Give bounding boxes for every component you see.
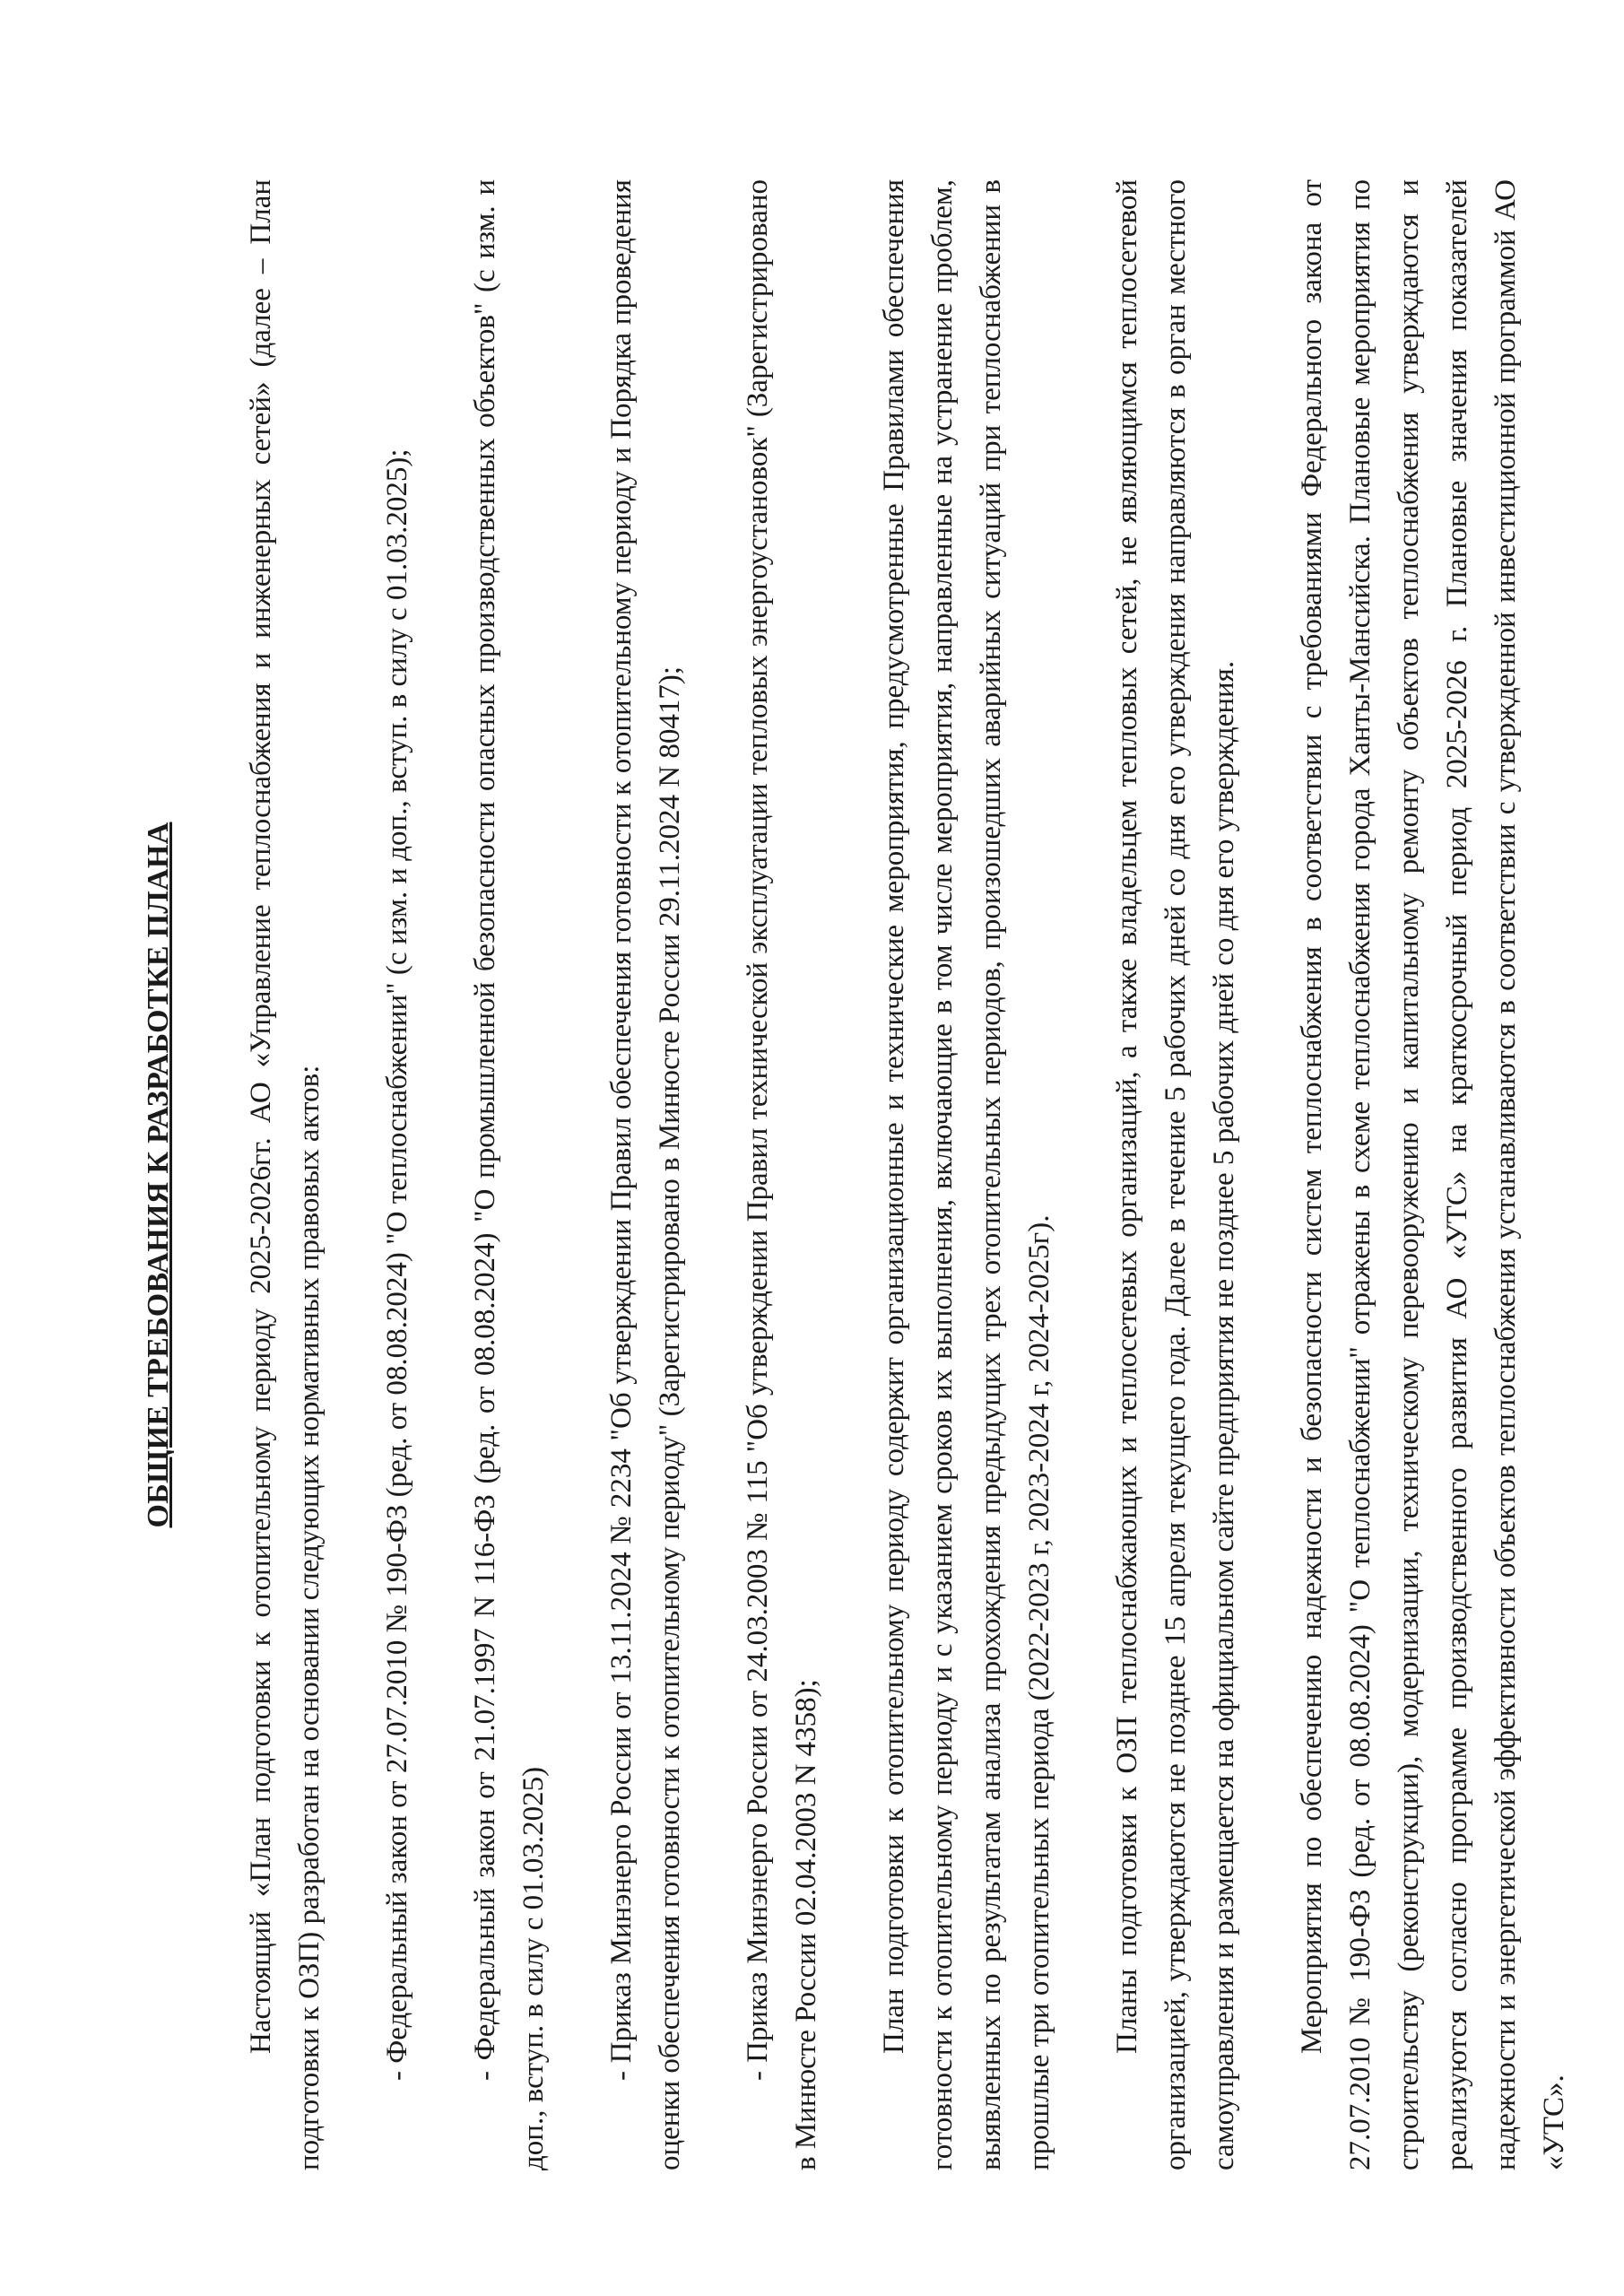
intro-paragraph: Настоящий «План подготовки к отопительному периоду 2025-2026гг. АО «Управление теплоснабжения и инженерных сетей» (далее – План подготовки к ОЗП) разработан на основании следующих нормативных правовых актов: bbox=[245, 179, 326, 2170]
document-body bbox=[135, 179, 1578, 2170]
plan-approval-paragraph: Планы подготовки к ОЗП теплоснабжающих и теплосетевых организаций, а также владельцем тепловых сетей, не являющимся теплосетевой организацией, утверждаются не позднее 15 апреля текущего года. Далее в течение 5 рабочих дней со дня его утверждения направляются в орган местного самоуправления и размещается на официальном сайте предприятия не позднее 5 рабочих дней со дня его утверждения. bbox=[1111, 179, 1240, 2170]
legal-act-item: - Приказ Минэнерго России от 13.11.2024 № 2234 "Об утверждении Правил обеспечения готовности к отопительному периоду и Порядка проведения оценки обеспечения готовности к отопительному периоду" (Зарегистрировано в Минюсте России 29.11.2024 N 80417); bbox=[605, 179, 686, 2170]
measures-paragraph: Мероприятия по обеспечению надежности и безопасности систем теплоснабжения в соответствии с требованиями Федерального закона от 27.07.2010 № 190-ФЗ (ред. от 08.08.2024) "О теплоснабжении" отражены в схеме теплоснабжения города Ханты-Мансийска. Плановые мероприятия по строительству (реконструкции), модернизации, техническому перевооружению и капитальному ремонту объектов теплоснабжения утверждаются и реализуются согласно программе производственного развития АО «УТС» на краткосрочный период 2025-2026 г. Плановые значения показателей надежности и энергетической эффективности объектов теплоснабжения устанавливаются в соответствии с утвержденной инвестиционной программой АО «УТС». bbox=[1296, 179, 1570, 2170]
document-title: ОБЩИЕ ТРЕБОВАНИЯ К РАЗРАБОТКЕ ПЛАНА bbox=[142, 822, 175, 1528]
legal-act-item: - Федеральный закон от 21.07.1997 N 116-ФЗ (ред. от 08.08.2024) "О промышленной безопасности опасных производственных объектов" (с изм. и доп., вступ. в силу с 01.03.2025) bbox=[469, 179, 550, 2170]
legal-act-item: - Приказ Минэнерго России от 24.03.2003 № 115 "Об утверждении Правил технической эксплуатации тепловых энергоустановок" (Зарегистрировано в Минюсте России 02.04.2003 N 4358); bbox=[742, 179, 822, 2170]
plan-contents-paragraph: План подготовки к отопительному периоду содержит организационные и технические мероприятия, предусмотренные Правилами обеспечения готовности к отопительному периоду и с указанием сроков их выполнения, включающие в том числе мероприятия, направленные на устранение проблем, выявленных по результатам анализа прохождения предыдущих трех отопительных периодов, произошедших аварийных ситуаций при теплоснабжении в прошлые три отопительных периода (2022-2023 г, 2023-2024 г, 2024-2025г). bbox=[878, 179, 1055, 2170]
legal-act-item: - Федеральный закон от 27.07.2010 № 190-ФЗ (ред. от 08.08.2024) "О теплоснабжении" (с изм. и доп., вступ. в силу с 01.03.2025); bbox=[381, 448, 413, 2081]
